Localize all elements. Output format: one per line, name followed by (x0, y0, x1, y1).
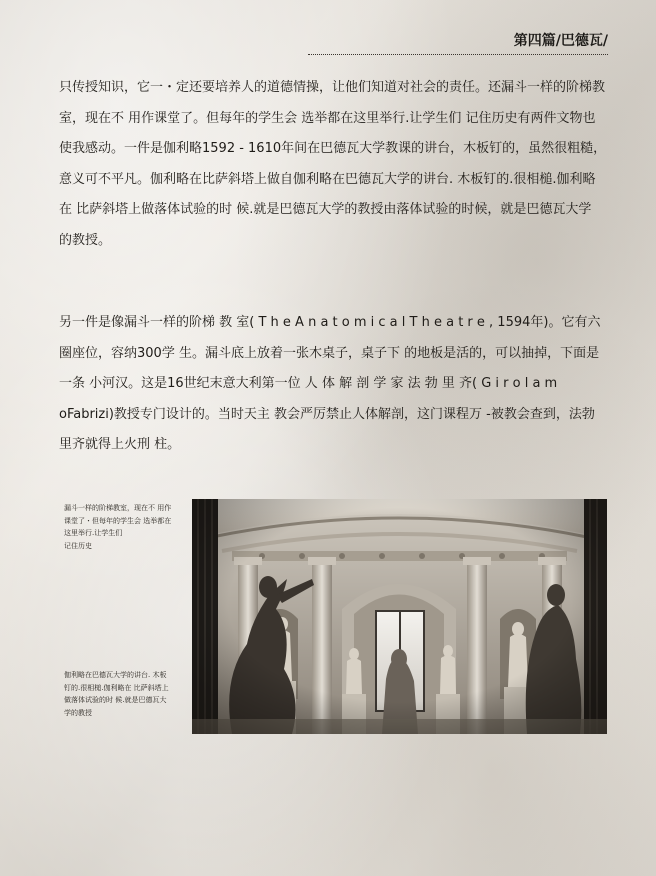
body-paragraph-2: 另一件是像漏斗一样的阶梯 教 室( T h e A n a t o m i c a l T h e a t r e , 1594年)。它有六圈座位，容纳300学 生。漏斗底上放着一张木桌子，桌子下 的地板是活的，可以抽掉，下面是一条 小河汉。这是16世纪末意大利第一位 人 体 解 剖 学 家 法 勃 里 齐( G i r o l a m oFabrizi)教授专门设计的。当时天主 教会严厉禁止人体解剖，这门课程万 -被教会查到，法勃里齐就得上火刑 柱。 (59, 315, 601, 453)
caption-2: 伽利略在巴德瓦大学的讲台. 木板钉的.很相槌.伽利略在 比萨斜塔上做落体试验的时 候.就是巴德瓦大学的教授 (64, 671, 169, 717)
caption-1: 漏斗一样的阶梯教室，现在不 用作课堂了・但每年的学生会 选举都在这里举行.让学生们 记住历史 (64, 504, 172, 550)
museum-hall-illustration (192, 499, 607, 734)
body-paragraph-1: 只传授知识，它一・定还要培养人的道德情操，让他们知道对社会的责任。还漏斗一样的阶梯教室，现在不 用作课堂了。但每年的学生会 选举都在这里举行.让学生们 记住历史有两件文物也使我感动。一件是伽利略1592 - 1610年间在巴德瓦大学教课的讲台，木板钉的，虽然很粗糙，意义可不平凡。伽利略在比萨斜塔上做自伽利略在巴德瓦大学的讲台. 木板钉的.很相槌.伽利略在 比萨斜塔上做落体试验的时 候.就是巴德瓦大学的教授由落体试验的时候，就是巴德瓦大学 的教授。 (59, 80, 607, 248)
museum-hall-photo (192, 499, 607, 734)
section-header: 第四篇/巴德瓦/ (308, 30, 608, 55)
